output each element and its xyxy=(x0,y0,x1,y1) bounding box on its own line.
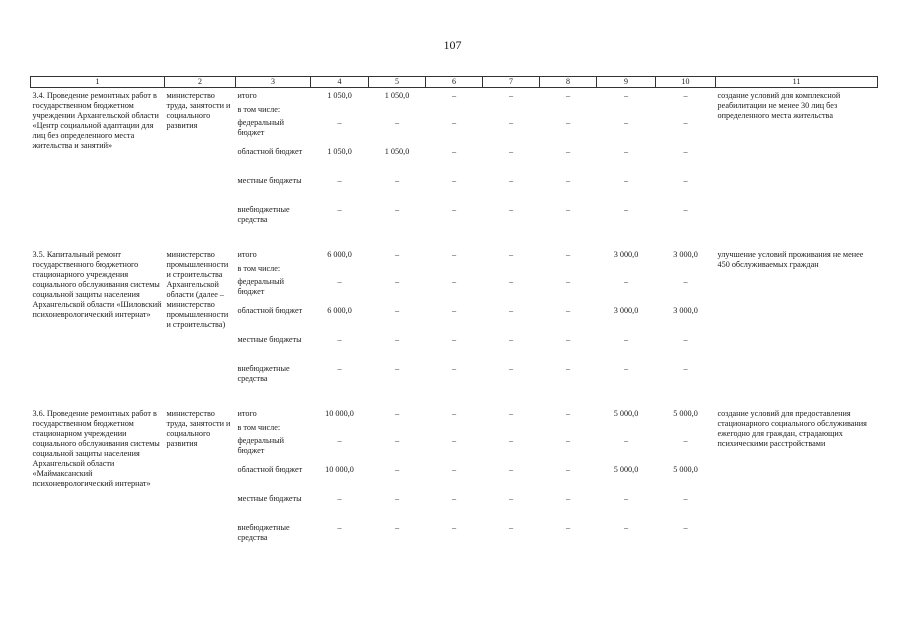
section-spacer xyxy=(31,233,878,247)
amount-cell: – xyxy=(394,117,400,127)
amount-cell: – xyxy=(451,334,457,344)
amount-cell: 5 000,0 xyxy=(613,408,639,418)
amount-cell: 1 050,0 xyxy=(327,91,352,100)
amount-cell xyxy=(426,104,483,117)
amount-cell: – xyxy=(508,334,514,344)
funding-source-label: внебюджетные средства xyxy=(237,204,290,224)
amount-cell: – xyxy=(451,305,457,315)
amount-cell: – xyxy=(394,408,400,418)
amount-cell: – xyxy=(508,117,514,127)
amount-cell: – xyxy=(565,146,571,156)
funding-source-label: в том числе: xyxy=(237,104,281,114)
amount-cell: – xyxy=(623,363,629,373)
amount-cell xyxy=(540,104,597,117)
budget-table xyxy=(30,76,878,551)
amount-cell: – xyxy=(565,276,571,286)
amount-cell xyxy=(311,422,369,435)
amount-cell: – xyxy=(451,363,457,373)
amount-cell: – xyxy=(623,276,629,286)
funding-source-label: местные бюджеты xyxy=(237,175,302,185)
amount-cell: – xyxy=(451,522,457,532)
amount-cell xyxy=(426,422,483,435)
header-cell: 6 xyxy=(426,77,483,88)
amount-cell: – xyxy=(508,146,514,156)
amount-cell: – xyxy=(337,276,342,286)
amount-cell: – xyxy=(451,91,457,100)
header-cell: 9 xyxy=(597,77,656,88)
funding-source-label: в том числе: xyxy=(237,263,281,273)
header-cell: 5 xyxy=(369,77,426,88)
header-cell: 3 xyxy=(236,77,311,88)
amount-cell xyxy=(656,422,716,435)
amount-cell: – xyxy=(508,91,514,100)
amount-cell: – xyxy=(683,91,688,100)
amount-cell: 3 000,0 xyxy=(673,305,698,315)
header-cell: 10 xyxy=(656,77,716,88)
amount-cell: – xyxy=(623,493,629,503)
amount-cell: 3 000,0 xyxy=(673,249,698,259)
amount-cell: – xyxy=(451,175,457,185)
executor-cell: министерство промышленности и строительства Архангельской области (далее – министерство промышленности и строительства) xyxy=(166,249,229,329)
amount-cell: – xyxy=(623,146,629,156)
amount-cell: 5 000,0 xyxy=(673,464,698,474)
amount-cell: – xyxy=(394,175,400,185)
amount-cell: – xyxy=(565,249,571,259)
funding-source-label: федеральный бюджет xyxy=(237,435,285,455)
header-cell: 8 xyxy=(540,77,597,88)
funding-source-label: внебюджетные средства xyxy=(237,363,290,383)
amount-cell: – xyxy=(451,146,457,156)
amount-cell: – xyxy=(508,276,514,286)
amount-cell xyxy=(369,422,426,435)
amount-cell: 6 000,0 xyxy=(327,305,352,315)
spacer-cell xyxy=(31,392,878,406)
amount-cell: – xyxy=(508,249,514,259)
amount-cell: – xyxy=(394,204,400,214)
amount-cell: 1 050,0 xyxy=(327,146,352,156)
header-row xyxy=(31,77,878,88)
amount-cell xyxy=(540,422,597,435)
amount-cell: – xyxy=(508,363,514,373)
amount-cell: – xyxy=(337,334,342,344)
amount-cell: – xyxy=(394,435,400,445)
amount-cell: – xyxy=(565,363,571,373)
expected-result: создание условий для предоставления стационарного социального обслуживания ежегодно для граждан, страдающих психическими расстройствами xyxy=(717,408,867,448)
amount-cell: – xyxy=(508,493,514,503)
amount-cell: – xyxy=(683,363,688,373)
amount-cell xyxy=(369,263,426,276)
amount-cell xyxy=(311,104,369,117)
amount-cell: – xyxy=(508,435,514,445)
amount-cell xyxy=(597,104,656,117)
header-cell: 1 xyxy=(31,77,165,88)
amount-cell: – xyxy=(683,435,688,445)
amount-cell xyxy=(597,263,656,276)
table-row xyxy=(31,88,878,104)
amount-cell xyxy=(656,263,716,276)
amount-cell: 3 000,0 xyxy=(613,249,639,259)
amount-cell: – xyxy=(683,117,688,127)
amount-cell: – xyxy=(394,363,400,373)
amount-cell: – xyxy=(508,408,514,418)
funding-source-label: местные бюджеты xyxy=(237,334,302,344)
amount-cell xyxy=(426,263,483,276)
funding-source-label: итого xyxy=(237,249,257,259)
page-number: 107 xyxy=(443,38,462,52)
funding-source-label: федеральный бюджет xyxy=(237,117,285,137)
executor-cell: министерство труда, занятости и социального развития xyxy=(166,408,231,448)
amount-cell: – xyxy=(623,435,629,445)
amount-cell: 5 000,0 xyxy=(613,464,639,474)
amount-cell: – xyxy=(508,204,514,214)
amount-cell xyxy=(483,422,540,435)
amount-cell: 1 050,0 xyxy=(384,91,410,100)
amount-cell: – xyxy=(508,464,514,474)
amount-cell: – xyxy=(337,175,342,185)
amount-cell: – xyxy=(623,334,629,344)
amount-cell: 10 000,0 xyxy=(325,464,354,474)
amount-cell: – xyxy=(451,204,457,214)
amount-cell: – xyxy=(451,408,457,418)
expected-result: улучшение условий проживания не менее 450 обслуживаемых граждан xyxy=(717,249,864,269)
executor-cell: министерство труда, занятости и социального развития xyxy=(166,91,231,130)
amount-cell: – xyxy=(451,276,457,286)
amount-cell: 5 000,0 xyxy=(673,408,698,418)
funding-source-label: в том числе: xyxy=(237,422,281,432)
amount-cell: – xyxy=(565,91,571,100)
amount-cell: – xyxy=(451,117,457,127)
amount-cell: – xyxy=(565,334,571,344)
amount-cell: – xyxy=(623,522,629,532)
header-cell: 7 xyxy=(483,77,540,88)
funding-source-label: областной бюджет xyxy=(237,146,303,156)
amount-cell: – xyxy=(451,249,457,259)
amount-cell: – xyxy=(565,493,571,503)
section-title: 3.6. Проведение ремонтных работ в государственном бюджетном стационарном учреждении социального обслуживания системы социальной защиты населения Архангельской области «Маймаксанский психоневрологический интернат» xyxy=(32,408,160,488)
funding-source-label: областной бюджет xyxy=(237,305,303,315)
section-title: 3.4. Проведение ремонтных работ в государственном бюджетном учреждении Архангельской области «Центр социальной адаптации для лиц без определенного места жительства и занятий» xyxy=(32,91,159,150)
funding-source-label: местные бюджеты xyxy=(237,493,302,503)
amount-cell: – xyxy=(337,493,342,503)
amount-cell: – xyxy=(337,522,342,532)
amount-cell: – xyxy=(565,464,571,474)
funding-source-label: федеральный бюджет xyxy=(237,276,285,296)
amount-cell: – xyxy=(565,117,571,127)
amount-cell: – xyxy=(394,522,400,532)
funding-source-label: внебюджетные средства xyxy=(237,522,290,542)
amount-cell: – xyxy=(683,276,688,286)
amount-cell: – xyxy=(683,175,688,185)
amount-cell: – xyxy=(394,305,400,315)
amount-cell: – xyxy=(394,276,400,286)
amount-cell: – xyxy=(394,464,400,474)
funding-source-label: итого xyxy=(237,408,257,418)
amount-cell xyxy=(540,263,597,276)
amount-cell: – xyxy=(623,204,629,214)
header-cell: 2 xyxy=(165,77,236,88)
section-title: 3.5. Капитальный ремонт государственного бюджетного стационарного учреждения социального обслуживания системы социальной защиты населения Архангельской области «Шиловский психоневрологический интернат» xyxy=(32,249,162,319)
amount-cell: – xyxy=(683,522,688,532)
table-row xyxy=(31,406,878,422)
expected-result: создание условий для комплексной реабилитации не менее 30 лиц без определенного места жительства xyxy=(717,91,841,120)
amount-cell: – xyxy=(508,305,514,315)
amount-cell: – xyxy=(565,305,571,315)
amount-cell: – xyxy=(451,493,457,503)
amount-cell: – xyxy=(683,334,688,344)
amount-cell: – xyxy=(565,435,571,445)
amount-cell: 6 000,0 xyxy=(327,249,352,259)
funding-source-label: областной бюджет xyxy=(237,464,303,474)
amount-cell xyxy=(483,263,540,276)
amount-cell xyxy=(311,263,369,276)
amount-cell: – xyxy=(337,363,342,373)
amount-cell: – xyxy=(508,522,514,532)
amount-cell: – xyxy=(565,408,571,418)
amount-cell: – xyxy=(623,175,629,185)
amount-cell: – xyxy=(394,334,400,344)
amount-cell: – xyxy=(565,175,571,185)
amount-cell: – xyxy=(508,175,514,185)
amount-cell: – xyxy=(683,146,688,156)
amount-cell: – xyxy=(683,493,688,503)
section-spacer xyxy=(31,392,878,406)
amount-cell: – xyxy=(337,435,342,445)
amount-cell: – xyxy=(337,204,342,214)
funding-source-label: итого xyxy=(237,91,257,100)
amount-cell: – xyxy=(394,493,400,503)
amount-cell: – xyxy=(623,117,629,127)
amount-cell: – xyxy=(623,91,629,100)
amount-cell: – xyxy=(683,204,688,214)
amount-cell: – xyxy=(337,117,342,127)
amount-cell: – xyxy=(565,204,571,214)
header-cell: 4 xyxy=(311,77,369,88)
amount-cell xyxy=(483,104,540,117)
amount-cell xyxy=(369,104,426,117)
amount-cell: – xyxy=(451,464,457,474)
amount-cell: 10 000,0 xyxy=(325,408,354,418)
spacer-cell xyxy=(31,233,878,247)
amount-cell: 3 000,0 xyxy=(613,305,639,315)
amount-cell: – xyxy=(565,522,571,532)
amount-cell xyxy=(597,422,656,435)
header-cell: 11 xyxy=(716,77,878,88)
amount-cell xyxy=(656,104,716,117)
amount-cell: – xyxy=(394,249,400,259)
amount-cell: 1 050,0 xyxy=(384,146,410,156)
table-body xyxy=(31,88,878,551)
table-row xyxy=(31,247,878,263)
amount-cell: – xyxy=(451,435,457,445)
